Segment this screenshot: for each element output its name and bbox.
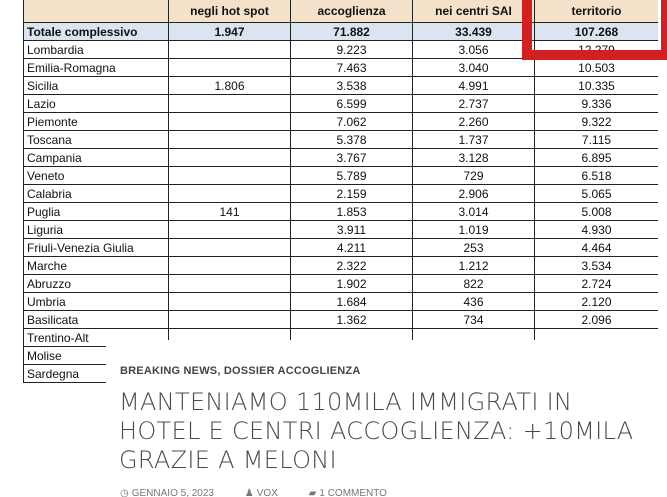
- table-row: [24, 203, 659, 221]
- hotspot-value: [169, 239, 291, 257]
- header-col-4: nei centri SAI: [413, 0, 535, 23]
- table-row: [24, 59, 659, 77]
- category-breaking-news-link[interactable]: BREAKING NEWS: [120, 365, 218, 377]
- sai-value: 3.040: [413, 59, 535, 77]
- post-categories: [120, 365, 360, 377]
- hotspot-value: [169, 95, 291, 113]
- territorio-value: 5.065: [535, 185, 659, 203]
- sai-value: 3.056: [413, 41, 535, 59]
- sai-value: 2.260: [413, 113, 535, 131]
- region-name: Sicilia: [24, 77, 169, 95]
- comment-icon: ▰: [308, 488, 317, 497]
- accoglienza-value: 1.853: [291, 203, 413, 221]
- region-name: Lazio: [24, 95, 169, 113]
- territorio-value: 2.724: [535, 275, 659, 293]
- table-row: [24, 257, 659, 275]
- sai-value: 729: [413, 167, 535, 185]
- region-name: Trentino-Alt: [24, 329, 169, 347]
- post-date-text: GENNAIO 5, 2023: [131, 488, 214, 497]
- hotspot-value: [169, 275, 291, 293]
- sai-value: 822: [413, 275, 535, 293]
- sai-value: 2.737: [413, 95, 535, 113]
- sai-value: 436: [413, 293, 535, 311]
- territorio-value: 2.120: [535, 293, 659, 311]
- table-row: [24, 185, 659, 203]
- territorio-value: 7.115: [535, 131, 659, 149]
- region-name: Emilia-Romagna: [24, 59, 169, 77]
- category-separator: ,: [217, 365, 224, 377]
- total-sai: 33.439: [413, 23, 535, 41]
- post-title[interactable]: MANTENIAMO 110MILA IMMIGRATI IN HOTEL E CENTRI ACCOGLIENZA: +10MILA GRAZIE A MELONI: [119, 388, 634, 474]
- sai-value: 1.737: [413, 131, 535, 149]
- table-row: [24, 311, 659, 329]
- header-col-5: territorio: [535, 0, 659, 23]
- post-date[interactable]: [120, 488, 228, 497]
- accoglienza-value: 2.159: [291, 185, 413, 203]
- post-author-text: VOX: [256, 488, 278, 497]
- total-territorio: 107.268: [535, 23, 659, 41]
- hotspot-value: [169, 41, 291, 59]
- region-name: Basilicata: [24, 311, 169, 329]
- region-name: Campania: [24, 149, 169, 167]
- accoglienza-value: 7.463: [291, 59, 413, 77]
- territorio-value: 5.008: [535, 203, 659, 221]
- accoglienza-value: 5.378: [291, 131, 413, 149]
- hotspot-value: [169, 185, 291, 203]
- hotspot-value: [169, 113, 291, 131]
- accoglienza-value: 9.223: [291, 41, 413, 59]
- territorio-value: 12.279: [535, 41, 659, 59]
- table-row: [24, 221, 659, 239]
- hotspot-value: [169, 311, 291, 329]
- hotspot-value: [169, 167, 291, 185]
- hotspot-value: 1.806: [169, 77, 291, 95]
- user-icon: ♟: [244, 488, 254, 497]
- region-name: Liguria: [24, 221, 169, 239]
- hotspot-value: [169, 293, 291, 311]
- region-name: Puglia: [24, 203, 169, 221]
- table-row: [24, 293, 659, 311]
- table-row: [24, 113, 659, 131]
- region-name: Molise: [24, 347, 169, 365]
- table-row: [24, 239, 659, 257]
- accoglienza-value: 5.789: [291, 167, 413, 185]
- header-col-3: accoglienza: [291, 0, 413, 23]
- territorio-value: 10.503: [535, 59, 659, 77]
- accoglienza-value: 1.362: [291, 311, 413, 329]
- total-hotspot: 1.947: [169, 23, 291, 41]
- hotspot-value: [169, 257, 291, 275]
- sai-value: 4.991: [413, 77, 535, 95]
- territorio-value: 4.930: [535, 221, 659, 239]
- territorio-value: 6.518: [535, 167, 659, 185]
- territorio-value: 3.534: [535, 257, 659, 275]
- region-name: Toscana: [24, 131, 169, 149]
- hotspot-value: [169, 59, 291, 77]
- sai-value: 3.014: [413, 203, 535, 221]
- sai-value: 1.212: [413, 257, 535, 275]
- post-meta: [120, 488, 415, 497]
- region-name: Lombardia: [24, 41, 169, 59]
- post-comments-text: 1 COMMENTO: [319, 488, 387, 497]
- region-name: Abruzzo: [24, 275, 169, 293]
- table-row: [24, 149, 659, 167]
- accoglienza-value: 6.599: [291, 95, 413, 113]
- sai-value: 253: [413, 239, 535, 257]
- category-dossier-link[interactable]: DOSSIER ACCOGLIENZA: [223, 365, 361, 377]
- highlight-box: [522, 0, 667, 60]
- accoglienza-value: 2.322: [291, 257, 413, 275]
- accoglienza-value: 3.767: [291, 149, 413, 167]
- total-label: Totale complessivo: [24, 23, 169, 41]
- region-name: Umbria: [24, 293, 169, 311]
- table-row: [24, 95, 659, 113]
- region-name: Calabria: [24, 185, 169, 203]
- table-row: [24, 131, 659, 149]
- sai-value: 1.019: [413, 221, 535, 239]
- accoglienza-value: 3.911: [291, 221, 413, 239]
- hotspot-value: [169, 149, 291, 167]
- header-col-2: negli hot spot: [169, 0, 291, 23]
- accoglienza-value: 1.684: [291, 293, 413, 311]
- accoglienza-value: 1.902: [291, 275, 413, 293]
- accoglienza-value: 3.538: [291, 77, 413, 95]
- table-row: [24, 167, 659, 185]
- territorio-value: 4.464: [535, 239, 659, 257]
- header-col-1: [24, 0, 169, 23]
- post-author[interactable]: [245, 488, 292, 497]
- accoglienza-value: 4.211: [291, 239, 413, 257]
- sai-value: 3.128: [413, 149, 535, 167]
- table-row: [24, 275, 659, 293]
- region-name: Sardegna: [24, 365, 169, 383]
- table-row: [24, 77, 659, 95]
- territorio-value: 2.096: [535, 311, 659, 329]
- region-name: Friuli-Venezia Giulia: [24, 239, 169, 257]
- territorio-value: 9.322: [535, 113, 659, 131]
- clock-icon: ◷: [120, 488, 129, 497]
- sai-value: 734: [413, 311, 535, 329]
- region-name: Piemonte: [24, 113, 169, 131]
- total-accoglienza: 71.882: [291, 23, 413, 41]
- hotspot-value: [169, 131, 291, 149]
- sai-value: 2.906: [413, 185, 535, 203]
- post-comments[interactable]: [309, 488, 401, 497]
- region-name: Veneto: [24, 167, 169, 185]
- hotspot-value: [169, 221, 291, 239]
- territorio-value: 6.895: [535, 149, 659, 167]
- territorio-value: 9.336: [535, 95, 659, 113]
- accoglienza-value: 7.062: [291, 113, 413, 131]
- territorio-value: 10.335: [535, 77, 659, 95]
- region-name: Marche: [24, 257, 169, 275]
- hotspot-value: 141: [169, 203, 291, 221]
